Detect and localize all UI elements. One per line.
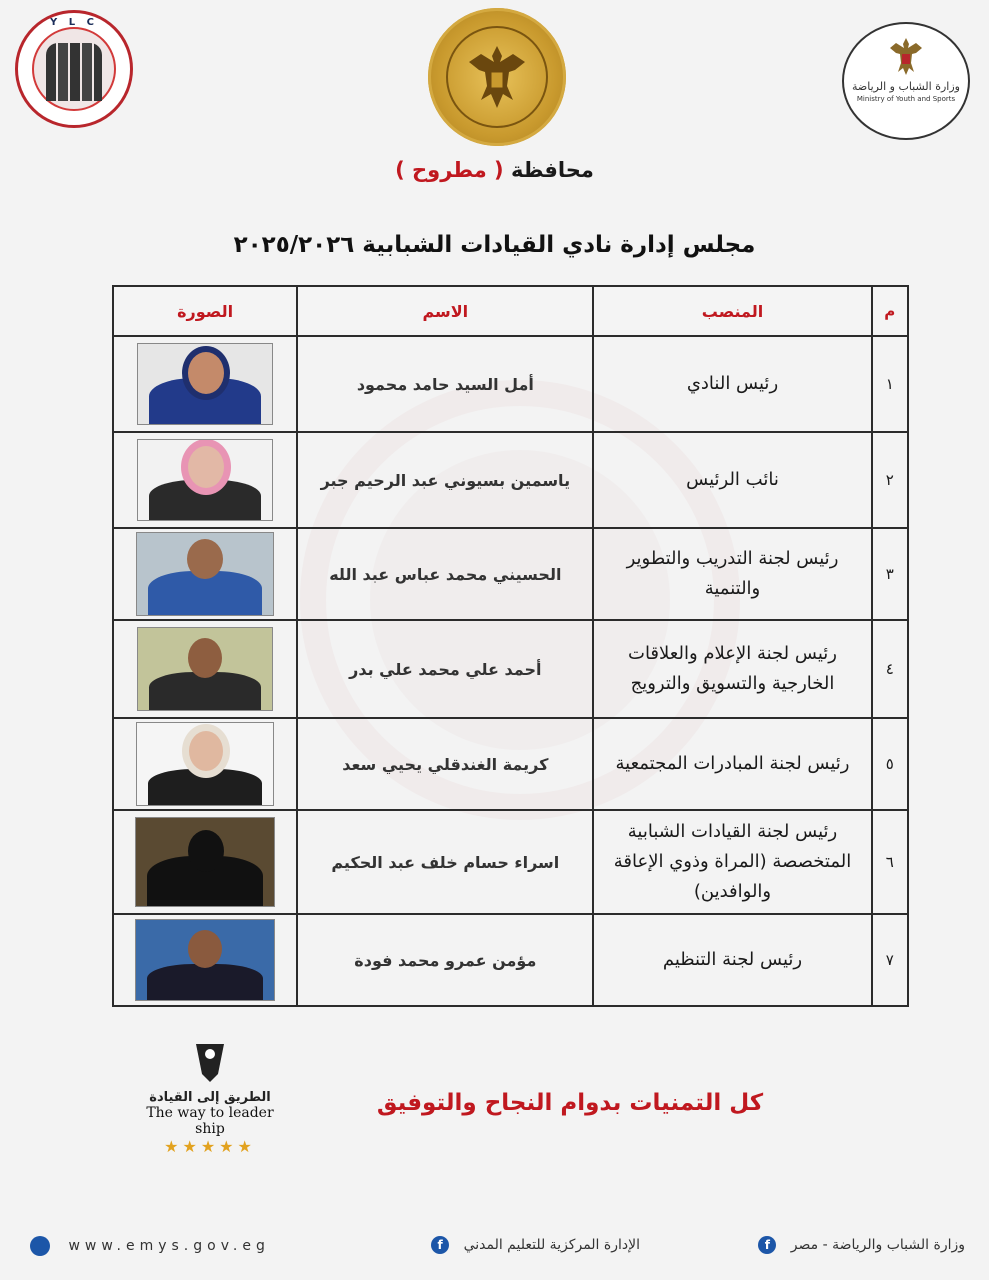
- table-row: [113, 810, 908, 914]
- ministry-facebook-link[interactable]: [695, 1236, 965, 1254]
- footer-bar: [0, 1226, 989, 1266]
- row-name: أحمد علي محمد علي بدر: [297, 620, 593, 718]
- table-row: [113, 336, 908, 432]
- row-name: الحسيني محمد عباس عبد الله: [297, 528, 593, 620]
- member-photo: [136, 532, 274, 616]
- table-header-row: [113, 286, 908, 336]
- row-num: ١: [872, 336, 908, 432]
- header-name: الاسم: [297, 286, 593, 336]
- row-num: ٤: [872, 620, 908, 718]
- leader-slogan-ar: الطريق إلى القيادة: [149, 1090, 271, 1105]
- leader-figure-icon: [192, 1040, 228, 1084]
- governorate-heading: [0, 158, 989, 182]
- table-row: [113, 914, 908, 1006]
- ylc-logo-letters: Y L C: [50, 17, 98, 28]
- row-position: رئيس لجنة الإعلام والعلاقات الخارجية والتسويق والترويج: [593, 620, 871, 718]
- table-row: [113, 718, 908, 810]
- people-icon: [46, 43, 102, 101]
- member-photo: [137, 627, 273, 711]
- row-photo-cell: [113, 336, 297, 432]
- member-photo: [135, 817, 275, 907]
- header-num: م: [872, 286, 908, 336]
- facebook-icon: f: [758, 1236, 776, 1254]
- ministry-name-en: Ministry of Youth and Sports: [856, 95, 956, 103]
- row-name: أمل السيد حامد محمود: [297, 336, 593, 432]
- member-photo: [137, 439, 273, 521]
- page-title: مجلس إدارة نادي القيادات الشبابية ٢٠٢٥/٢٠٢٦: [233, 232, 756, 258]
- row-num: ٥: [872, 718, 908, 810]
- eagle-icon: [467, 42, 527, 112]
- row-photo-cell: [113, 718, 297, 810]
- row-num: ٦: [872, 810, 908, 914]
- row-position: رئيس لجنة القيادات الشبابية المتخصصة (المراة وذوي الإعاقة والوافدين): [593, 810, 871, 914]
- header-position: المنصب: [593, 286, 871, 336]
- website-text: www.emys.gov.eg: [68, 1238, 270, 1254]
- member-photo: [136, 722, 274, 806]
- row-position: رئيس لجنة المبادرات المجتمعية: [593, 718, 871, 810]
- ministry-name-ar: وزارة الشباب و الرياضة: [852, 80, 960, 93]
- row-position: رئيس النادي: [593, 336, 871, 432]
- ministry-eagle-icon: [889, 36, 923, 76]
- row-position: رئيس لجنة التدريب والتطوير والتنمية: [593, 528, 871, 620]
- board-members-table: [112, 285, 909, 1007]
- leader-slogan-en: The way to leader ship: [146, 1105, 274, 1137]
- row-photo-cell: [113, 810, 297, 914]
- table-row: [113, 528, 908, 620]
- table-row: [113, 620, 908, 718]
- egypt-eagle-seal-logo: [428, 8, 566, 146]
- header-photo: الصورة: [113, 286, 297, 336]
- member-photo: [135, 919, 275, 1001]
- row-photo-cell: [113, 914, 297, 1006]
- row-num: ٧: [872, 914, 908, 1006]
- row-photo-cell: [113, 528, 297, 620]
- row-num: ٣: [872, 528, 908, 620]
- row-photo-cell: [113, 620, 297, 718]
- member-photo: [137, 343, 273, 425]
- the-way-to-leadership-logo: [140, 1040, 280, 1156]
- ministry-page-text: وزارة الشباب والرياضة - مصر: [790, 1237, 965, 1253]
- row-position: رئيس لجنة التنظيم: [593, 914, 871, 1006]
- row-name: اسراء حسام خلف عبد الحكيم: [297, 810, 593, 914]
- closing-wish: كل التمنيات بدوام النجاح والتوفيق: [376, 1090, 764, 1116]
- row-num: ٢: [872, 432, 908, 528]
- website-link[interactable]: [30, 1236, 270, 1256]
- ministry-of-youth-logo: [842, 22, 970, 140]
- stars-icon: ★★★★★: [164, 1137, 256, 1156]
- table-row: [113, 432, 908, 528]
- row-name: ياسمين بسيوني عبد الرحيم جبر: [297, 432, 593, 528]
- ylc-club-logo: [15, 10, 133, 128]
- governorate-label: محافظة: [510, 158, 594, 182]
- row-position: نائب الرئيس: [593, 432, 871, 528]
- governorate-name: ( مطروح ): [395, 158, 504, 182]
- row-name: مؤمن عمرو محمد فودة: [297, 914, 593, 1006]
- dept-facebook-link[interactable]: [360, 1236, 640, 1254]
- row-photo-cell: [113, 432, 297, 528]
- dept-text: الإدارة المركزية للتعليم المدني: [463, 1237, 640, 1253]
- row-name: كريمة الغندقلي يحيي سعد: [297, 718, 593, 810]
- facebook-icon: f: [431, 1236, 449, 1254]
- globe-icon: [30, 1236, 50, 1256]
